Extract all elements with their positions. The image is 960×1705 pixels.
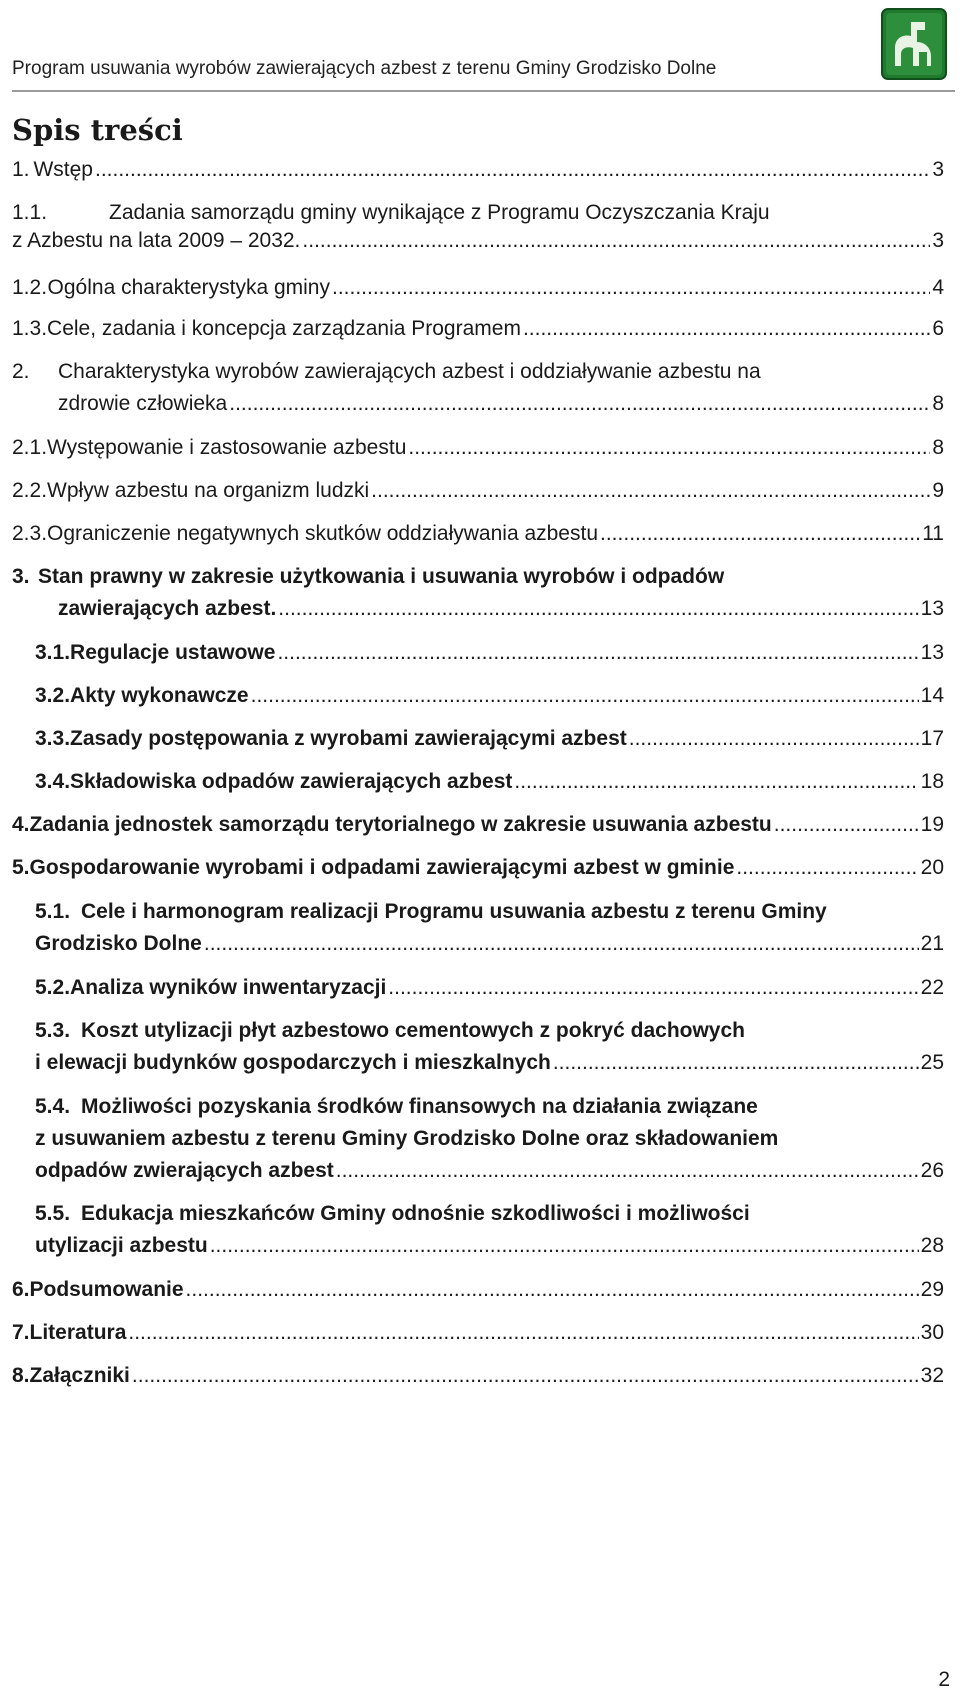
toc-entry-title: Zadania jednostek samorządu terytorialnego w zakresie usuwania azbestu [29, 813, 772, 836]
toc-entry-page: 19 [920, 813, 944, 836]
toc-entry-page: 28 [920, 1234, 944, 1257]
toc-entry-title: Koszt utylizacji płyt azbestowo cementowych z pokryć dachowych [81, 1019, 745, 1042]
toc-entry-page: 26 [920, 1159, 944, 1182]
dot-leader [251, 680, 919, 712]
dot-leader [278, 593, 918, 625]
toc-entry-number: 2. [12, 360, 30, 383]
toc-entry-title: Edukacja mieszkańców Gminy odnośnie szkodliwości i możliwości [81, 1202, 750, 1225]
toc-entry-number: 5. [12, 856, 30, 879]
toc-entry-page: 20 [920, 856, 944, 879]
toc-entry-number: 5.2. [35, 976, 71, 999]
toc-entry-number: 2.1. [12, 436, 48, 459]
toc-entry-title: Zasady postępowania z wyrobami zawierającymi azbest [70, 727, 627, 750]
toc-entry-title: Składowiska odpadów zawierających azbest [70, 770, 513, 793]
toc-entry-title: Występowanie i zastosowanie azbestu [47, 436, 407, 459]
toc-entry-title: Charakterystyka wyrobów zawierających azbest i oddziaływanie azbestu na [58, 360, 761, 383]
dot-leader [514, 766, 918, 798]
toc-entry-title: Podsumowanie [29, 1278, 184, 1301]
municipality-logo-icon [881, 8, 947, 80]
toc-entry-title: Cele, zadania i koncepcja zarządzania Programem [47, 317, 521, 340]
toc-entry-number: 1.3. [12, 317, 48, 340]
dot-leader [95, 154, 930, 186]
toc-entry-page: 13 [920, 597, 944, 620]
toc-entry-number: 3.2. [35, 684, 71, 707]
toc-entry-title-cont: utylizacji azbestu [35, 1234, 208, 1257]
toc-entry-number: 5.4. [35, 1095, 71, 1118]
toc-entry-page: 21 [920, 932, 944, 955]
dot-leader [229, 388, 930, 420]
toc-entry-title-cont: z Azbestu na lata 2009 – 2032. [12, 229, 301, 252]
dot-leader [204, 928, 919, 960]
toc-entry-page: 8 [932, 436, 944, 459]
dot-leader [277, 637, 918, 669]
header-title: Program usuwania wyrobów zawierających azbest z terenu Gminy Grodzisko Dolne [12, 58, 717, 79]
toc-entry-page: 4 [932, 276, 944, 299]
toc-entry-number: 4. [12, 813, 30, 836]
dot-leader [128, 1317, 918, 1349]
dot-leader [336, 1155, 919, 1187]
toc-entry-page: 3 [932, 158, 944, 181]
toc-entry-number: 3.1. [35, 641, 71, 664]
toc-entry-title: Wpływ azbestu na organizm ludzki [47, 479, 370, 502]
dot-leader [523, 313, 930, 345]
toc-entry-title: Regulacje ustawowe [70, 641, 276, 664]
toc-entry-page: 30 [920, 1321, 944, 1344]
toc-entry-title: Zadania samorządu gminy wynikające z Programu Oczyszczania Kraju [109, 201, 770, 224]
dot-leader [186, 1274, 919, 1306]
toc-entry-title-cont: zawierających azbest. [58, 597, 277, 620]
toc-entry-page: 3 [932, 229, 944, 252]
dot-leader [302, 225, 930, 257]
toc-entry-number: 7. [12, 1321, 30, 1344]
toc-entry-title: Stan prawny w zakresie użytkowania i usuwania wyrobów i odpadów [38, 565, 725, 588]
toc-entry-number: 1.1. [12, 201, 48, 224]
toc-entry-number: 5.3. [35, 1019, 71, 1042]
toc-entry-number: 5.1. [35, 900, 71, 923]
toc-entry-number: 2.3. [12, 522, 48, 545]
dot-leader [629, 723, 919, 755]
dot-leader [600, 518, 920, 550]
toc-entry-page: 9 [932, 479, 944, 502]
dot-leader [553, 1047, 919, 1079]
toc-entry-page: 13 [920, 641, 944, 664]
toc-entry-title: Ogólna charakterystyka gminy [47, 276, 330, 299]
page-header [12, 0, 955, 92]
toc-entry-number: 3. [12, 565, 30, 588]
dot-leader [371, 475, 930, 507]
toc-entry-page: 25 [920, 1051, 944, 1074]
toc-entry-page: 18 [920, 770, 944, 793]
toc-entry-title-cont: z usuwaniem azbestu z terenu Gminy Grodzisko Dolne oraz składowaniem [35, 1127, 779, 1150]
dot-leader [736, 852, 918, 884]
toc-entry-title: Ograniczenie negatywnych skutków oddziaływania azbestu [47, 522, 599, 545]
toc-entry-number: 1.2. [12, 276, 48, 299]
toc-entry-page: 14 [920, 684, 944, 707]
dot-leader [774, 809, 919, 841]
toc-entry-title-cont: zdrowie człowieka [58, 392, 228, 415]
toc-entry-title-cont: i elewacji budynków gospodarczych i mieszkalnych [35, 1051, 551, 1074]
toc-entry-number: 1. [12, 158, 30, 181]
toc-entry-number: 6. [12, 1278, 30, 1301]
dot-leader [388, 972, 918, 1004]
toc-entry-number: 2.2. [12, 479, 48, 502]
toc-entry-page: 22 [920, 976, 944, 999]
toc-entry-page: 6 [932, 317, 944, 340]
toc-entry-title: Analiza wyników inwentaryzacji [70, 976, 387, 999]
toc-entry-title: Wstęp [33, 158, 93, 181]
dot-leader [408, 432, 930, 464]
dot-leader [210, 1230, 919, 1262]
toc-entry-title: Akty wykonawcze [70, 684, 249, 707]
toc-entry-page: 32 [920, 1364, 944, 1387]
toc-entry-title: Gospodarowanie wyrobami i odpadami zawierającymi azbest w gminie [29, 856, 735, 879]
toc-entry-page: 29 [920, 1278, 944, 1301]
toc-entry-number: 3.4. [35, 770, 71, 793]
toc-entry-number: 3.3. [35, 727, 71, 750]
toc-entry-title-cont: Grodzisko Dolne [35, 932, 202, 955]
toc-entry-title: Literatura [29, 1321, 127, 1344]
toc-entry-page: 17 [920, 727, 944, 750]
toc-entry-title: Załączniki [29, 1364, 130, 1387]
toc-title: Spis treści [12, 113, 183, 147]
toc-entry-number: 5.5. [35, 1202, 71, 1225]
page-number: 2 [938, 1668, 950, 1691]
toc-entry-title: Możliwości pozyskania środków finansowych na działania związane [81, 1095, 758, 1118]
toc-entry-title: Cele i harmonogram realizacji Programu usuwania azbestu z terenu Gminy [81, 900, 827, 923]
dot-leader [132, 1360, 919, 1392]
toc-entry-page: 8 [932, 392, 944, 415]
toc-entry-page: 11 [922, 522, 944, 545]
toc-entry-title-cont: odpadów zwierających azbest [35, 1159, 334, 1182]
toc-entry-number: 8. [12, 1364, 30, 1387]
dot-leader [332, 272, 930, 304]
